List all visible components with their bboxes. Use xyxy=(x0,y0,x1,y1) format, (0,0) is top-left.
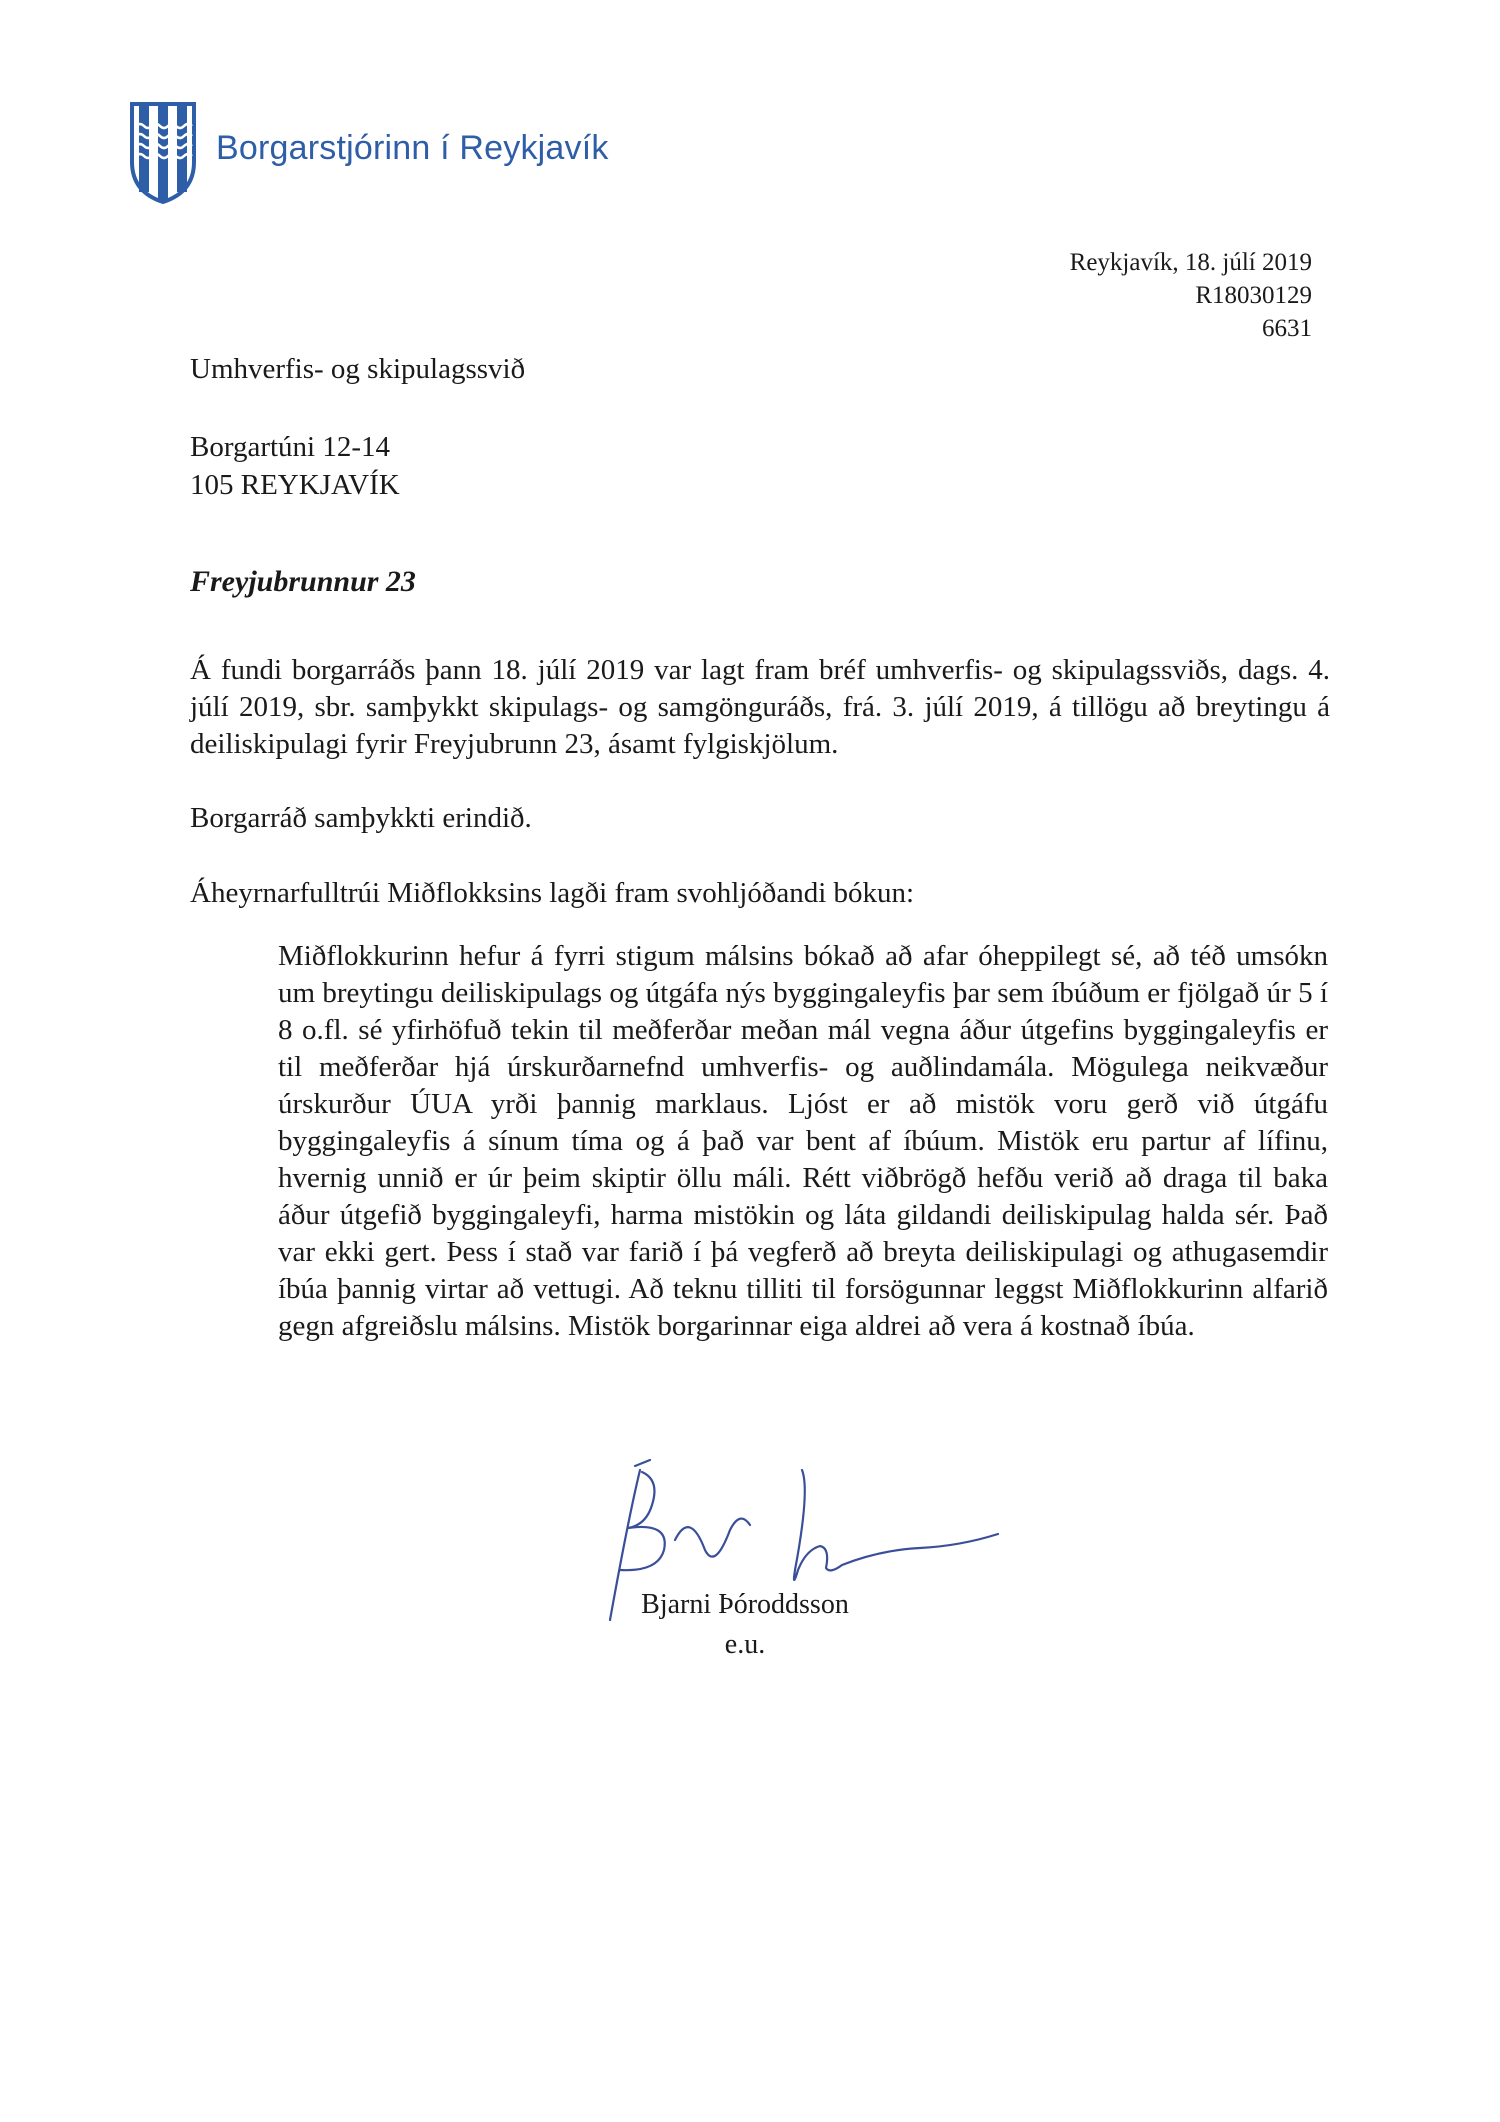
place-date: Reykjavík, 18. júlí 2019 xyxy=(1069,249,1312,276)
signatory xyxy=(640,1585,850,1665)
recipient-address xyxy=(190,350,525,504)
quoted-statement: Miðflokkurinn hefur á fyrri stigum málsins bókað að afar óheppilegt sé, að téð umsókn um breytingu deiliskipulags og útgáfa nýs byggingaleyfis þar sem íbúðum er fjölgað úr 5 í 8 o.fl. sé yfirhöfuð tekin til meðferðar meðan mál vegna áður útgefins byggingaleyfis er til meðferðar hjá úrskurðarnefnd umhverfis- og auðlindamála. Mögulega neikvæður úrskurður ÚUA yrði þannig marklaus. Ljóst er að mistök voru gerð við útgáfu byggingaleyfis á sínum tíma og á það var bent af íbúum. Mistök eru partur af lífinu, hvernig unnið er úr þeim skiptir öllu máli. Rétt viðbrögð hefðu verið að draga til baka áður útgefið byggingaleyfi, harma mistökin og láta gildandi deiliskipulag halda sér. Það var ekki gert. Þess í stað var farið í þá vegferð að breyta deiliskipulagi og athugasemdir íbúa þannig virtar að vettugi. Að teknu tilliti til forsögunnar leggst Miðflokkurinn alfarið gegn afgreiðslu málsins. Mistök borgarinnar eiga aldrei að vera á kostnað íbúa. xyxy=(278,940,1328,1342)
reference-block xyxy=(1070,246,1312,345)
letterhead xyxy=(128,100,609,204)
recipient-street: Borgartúni 12-14 xyxy=(190,431,391,463)
body-paragraph: Áheyrnarfulltrúi Miðflokksins lagði fram svohljóðandi bókun: xyxy=(190,877,915,909)
document-number: 6631 xyxy=(1262,315,1312,342)
signatory-name: Bjarni Þóroddsson xyxy=(641,1589,849,1620)
body-paragraph: Borgarráð samþykkti erindið. xyxy=(190,802,532,834)
case-number: R18030129 xyxy=(1195,282,1312,309)
recipient-department: Umhverfis- og skipulagssvið xyxy=(190,353,526,385)
body-paragraph: Á fundi borgarráðs þann 18. júlí 2019 var lagt fram bréf umhverfis- og skipulagssviðs, dags. 4. júlí 2019, sbr. samþykkt skipulags- og samgönguráðs, frá. 3. júlí 2019, á tillögu að breytingu á deiliskipulagi fyrir Freyjubrunn 23, ásamt fylgiskjölum. xyxy=(190,654,1330,760)
signatory-suffix: e.u. xyxy=(724,1629,766,1660)
reykjavik-shield-icon xyxy=(128,100,198,204)
subject-heading: Freyjubrunnur 23 xyxy=(190,565,416,598)
org-name: Borgarstjórinn í Reykjavík xyxy=(216,128,609,167)
recipient-city: 105 REYKJAVÍK xyxy=(190,469,400,501)
